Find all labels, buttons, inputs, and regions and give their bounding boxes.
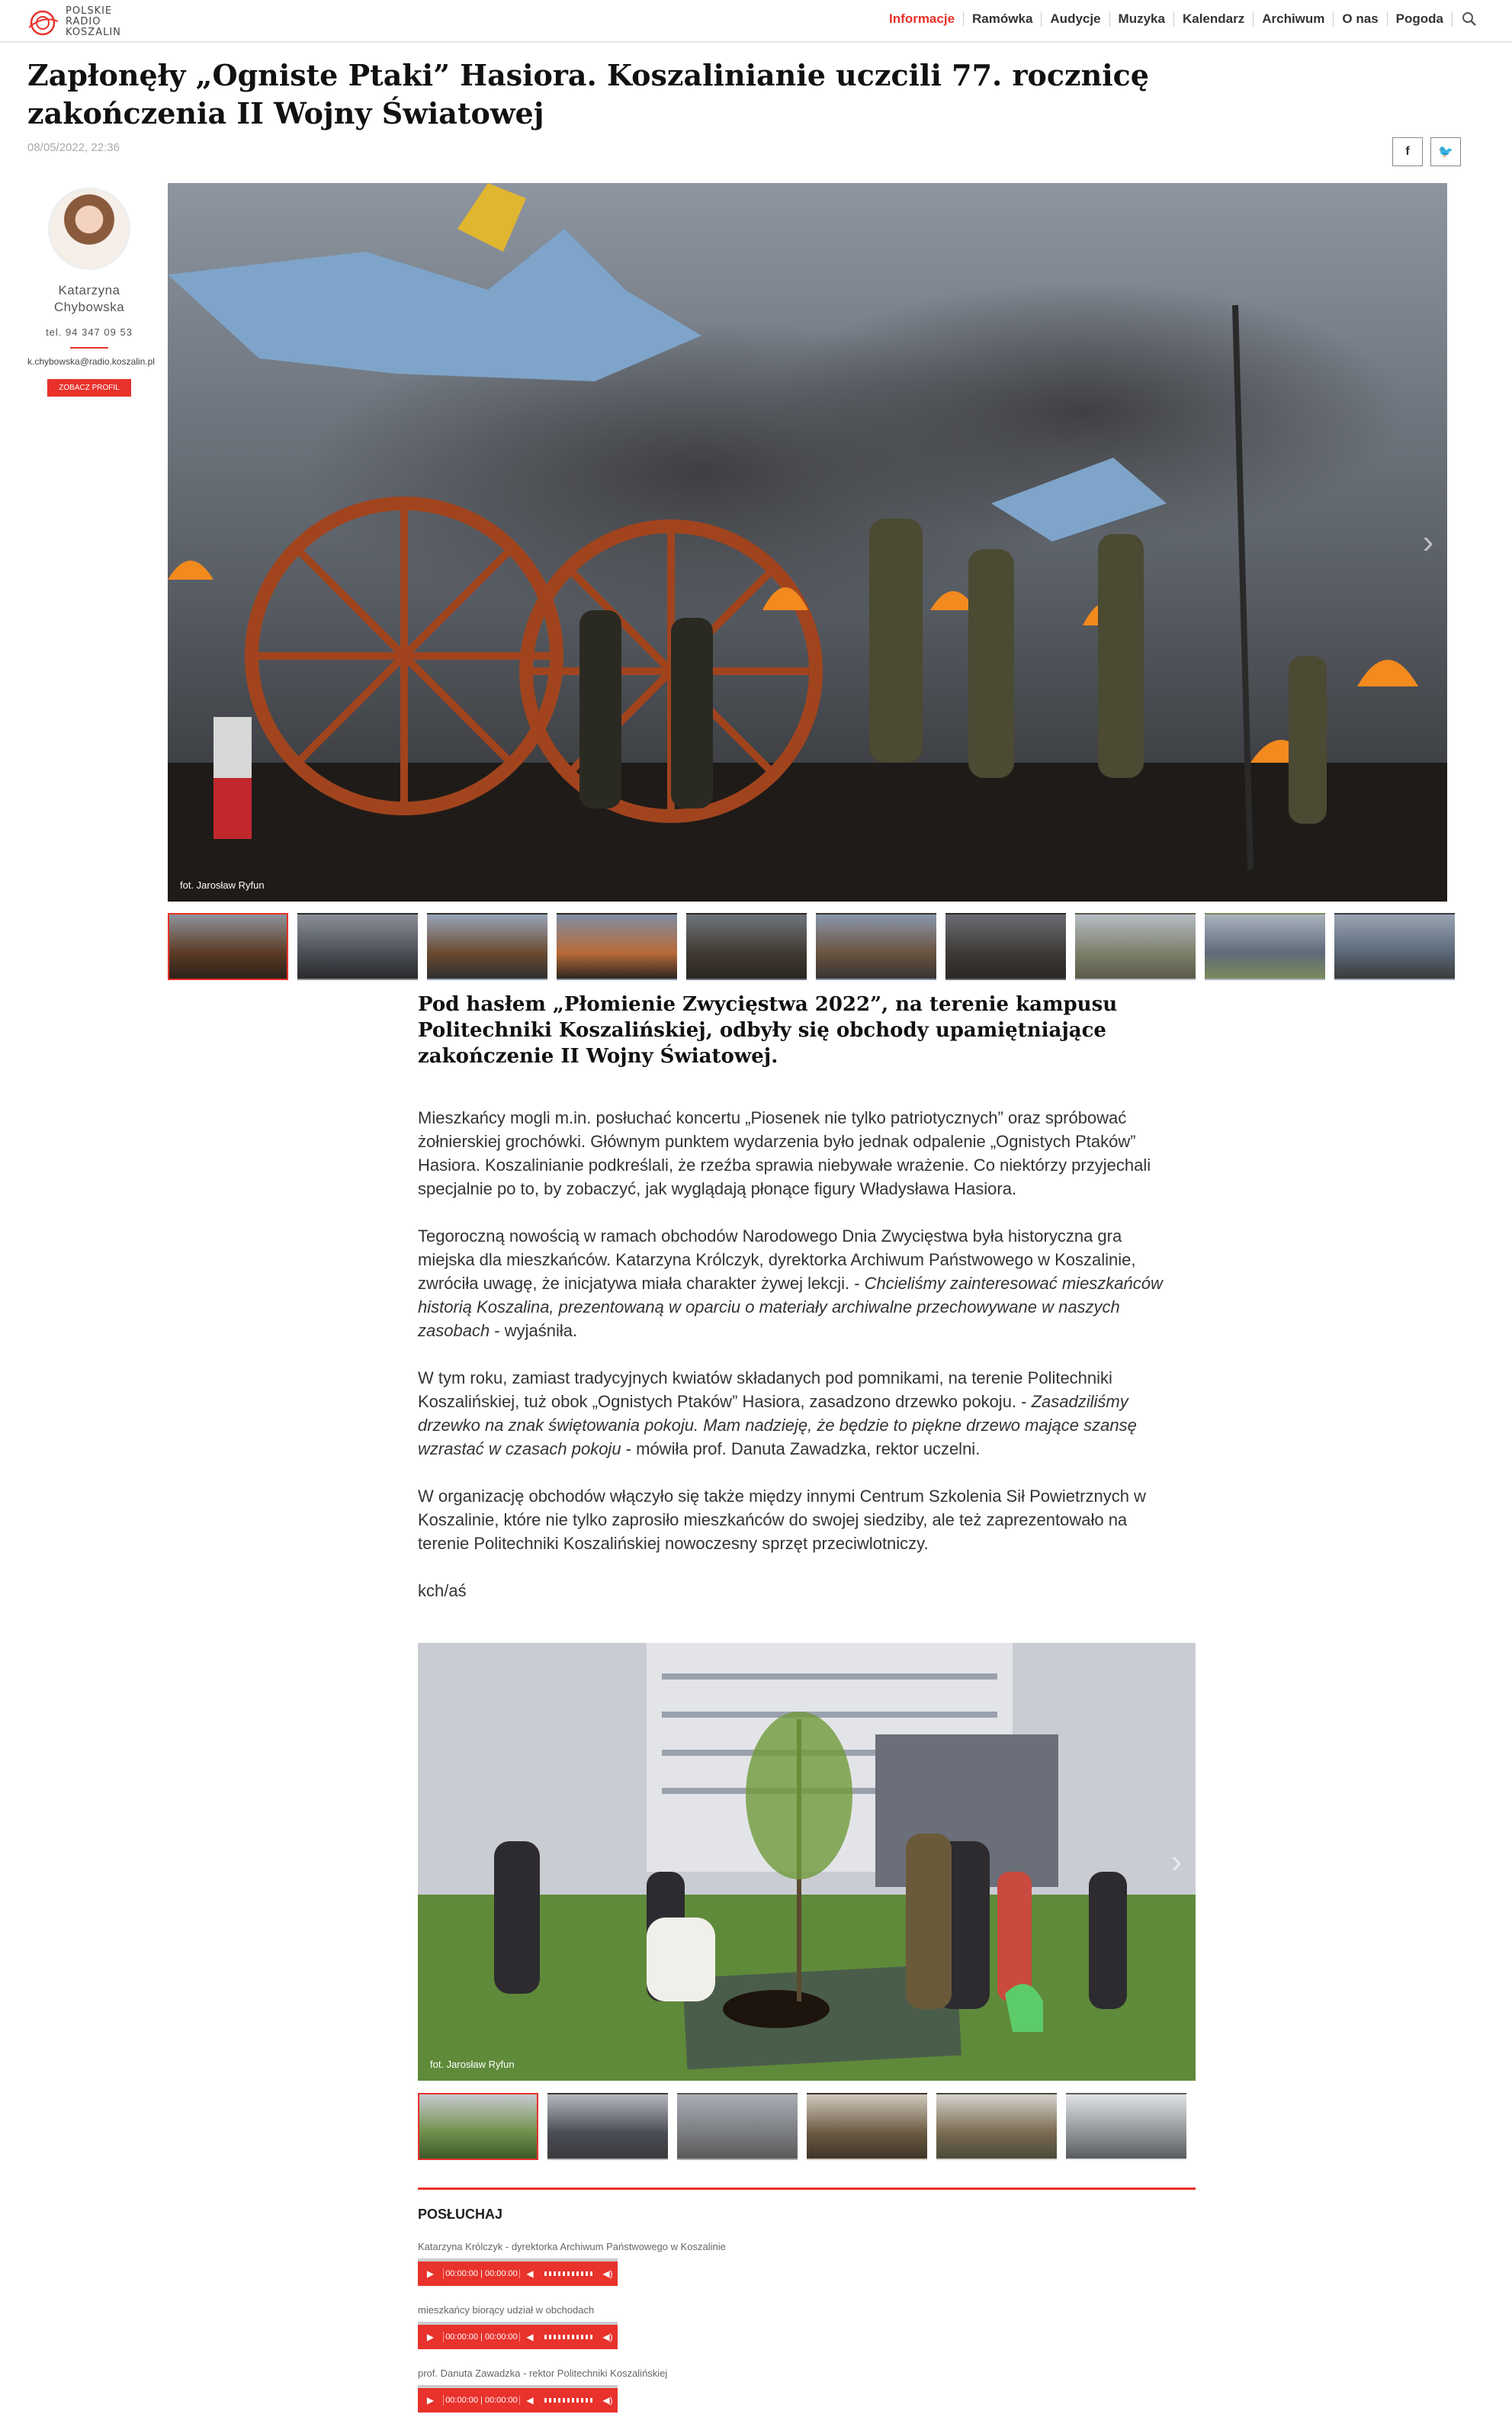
- avatar[interactable]: [48, 188, 130, 270]
- audio-time: 00:00:00 | 00:00:00: [444, 2332, 520, 2342]
- gallery-thumbnail[interactable]: [1334, 913, 1455, 980]
- article-body: [418, 1106, 1180, 1626]
- nav-item-audycje[interactable]: Audycje: [1042, 11, 1109, 27]
- share-facebook-button[interactable]: [1392, 137, 1423, 166]
- audio-track: [418, 2368, 1196, 2413]
- play-icon[interactable]: ▶: [418, 2395, 444, 2406]
- paragraph-text: W organizację obchodów włączyło się także między innymi Centrum Szkolenia Sił Powietrznych w Koszalinie, które nie tylko zaprosiło mieszkańców do swojej siedziby, ale też zaprezentowało na terenie Politechniki Koszalińskiej nowoczesny sprzęt przeciwlotniczy.: [418, 1487, 1146, 1553]
- nav-item-archiwum[interactable]: Archiwum: [1254, 11, 1334, 27]
- paragraph-text: W tym roku, zamiast tradycyjnych kwiatów składanych pod pomnikami, na terenie Politechniki Koszalińskiej, tuż obok „Ognistych Ptaków” Hasiora, zasadzono drzewko pokoju. -: [418, 1368, 1112, 1411]
- paragraph: [418, 1366, 1180, 1461]
- paragraph: [418, 1106, 1180, 1201]
- audio-player: [418, 2385, 618, 2413]
- volume-max-icon[interactable]: ◀): [602, 2332, 613, 2342]
- gallery-main-photo[interactable]: [418, 1643, 1196, 2081]
- gallery-thumbnails: [418, 2093, 1196, 2160]
- logo-text: [66, 6, 121, 38]
- photo-credit: fot. Jarosław Ryfun: [180, 879, 265, 891]
- divider: [70, 347, 108, 349]
- article-lead: Pod hasłem „Płomienie Zwycięstwa 2022”, na terenie kampusu Politechniki Koszalińskiej, odbyły się obchody upamiętniające zakończenie II Wojny Światowej.: [418, 993, 1118, 1068]
- gallery-thumbnail[interactable]: [1205, 913, 1325, 980]
- author-email[interactable]: k.chybowska@radio.koszalin.pl: [27, 356, 155, 367]
- logo-line: RADIO: [66, 16, 101, 27]
- gallery-thumbnail[interactable]: [677, 2093, 798, 2160]
- audio-track-label: Katarzyna Królczyk - dyrektorka Archiwum Państwowego w Koszalinie: [418, 2241, 726, 2252]
- article-date: 08/05/2022, 22:36: [27, 141, 120, 154]
- twitter-icon: 🐦: [1438, 146, 1453, 159]
- audio-track: [418, 2241, 1196, 2286]
- volume-icon[interactable]: ◀: [526, 2395, 534, 2406]
- paragraph-text: kch/aś: [418, 1581, 467, 1600]
- listen-section: [418, 2188, 1196, 2413]
- gallery-thumbnails: [168, 913, 1464, 980]
- play-icon[interactable]: ▶: [418, 2268, 444, 2279]
- photo-credit: fot. Jarosław Ryfun: [430, 2059, 515, 2070]
- volume-slider[interactable]: [544, 2398, 593, 2403]
- nav-item-o-nas[interactable]: O nas: [1334, 11, 1387, 27]
- quote: Zasadziliśmy drzewko na znak świętowania pokoju. Mam nadzieję, że będzie to piękne drzewo mające szansę wzrastać w czasach pokoju: [418, 1392, 1137, 1458]
- paragraph: [418, 1224, 1180, 1342]
- signature: [418, 1579, 1180, 1602]
- search-icon: [1462, 11, 1477, 27]
- gallery-thumbnail[interactable]: [427, 913, 547, 980]
- volume-icon[interactable]: ◀: [526, 2268, 534, 2279]
- audio-track: [418, 2304, 1196, 2349]
- paragraph-text: - mówiła prof. Danuta Zawadzka, rektor uczelni.: [621, 1439, 981, 1458]
- main-nav: [881, 11, 1477, 27]
- nav-item-muzyka[interactable]: Muzyka: [1110, 11, 1174, 27]
- author-phone: tel. 94 347 09 53: [46, 326, 133, 338]
- nav-item-informacje[interactable]: Informacje: [881, 11, 964, 27]
- audio-track-label: mieszkańcy biorący udział w obchodach: [418, 2304, 595, 2316]
- gallery-thumbnail[interactable]: [945, 913, 1066, 980]
- nav-item-ramowka[interactable]: Ramówka: [964, 11, 1042, 27]
- site-logo[interactable]: [27, 5, 142, 40]
- volume-max-icon[interactable]: ◀): [602, 2395, 613, 2406]
- logo-line: POLSKIE: [66, 5, 113, 17]
- author-box: [27, 188, 155, 397]
- gallery-thumbnail[interactable]: [936, 2093, 1057, 2160]
- gallery-thumbnail[interactable]: [686, 913, 807, 980]
- top-bar: [0, 0, 1512, 43]
- view-profile-button[interactable]: ZOBACZ PROFIL: [47, 379, 130, 397]
- paragraph-text: - wyjaśniła.: [490, 1321, 578, 1340]
- volume-slider[interactable]: [544, 2271, 593, 2276]
- volume-slider[interactable]: [544, 2335, 593, 2339]
- paragraph-text: Tegoroczną nowością w ramach obchodów Narodowego Dnia Zwycięstwa była historyczna gra miejska dla mieszkańców. Katarzyna Królczyk, dyrektorka Archiwum Państwowego w Koszalinie, zwróciła uwagę, że inicjatywa miała charakter żywej lekcji. -: [418, 1226, 1136, 1293]
- radio-logo-icon: [27, 8, 59, 38]
- chevron-right-icon[interactable]: ›: [1170, 1843, 1183, 1880]
- logo-line: KOSZALIN: [66, 27, 121, 38]
- quote: Chcieliśmy zainteresować mieszkańców historią Koszalina, prezentowaną w oparciu o materiały archiwalne przechowywane w naszych zasobach: [418, 1274, 1163, 1340]
- audio-time: 00:00:00 | 00:00:00: [444, 2396, 520, 2405]
- audio-player: [418, 2322, 618, 2349]
- chevron-right-icon[interactable]: ›: [1422, 523, 1434, 561]
- gallery-thumbnail[interactable]: [418, 2093, 538, 2160]
- gallery-thumbnail[interactable]: [557, 913, 677, 980]
- paragraph: [418, 1484, 1180, 1555]
- volume-max-icon[interactable]: ◀): [602, 2268, 613, 2279]
- gallery-thumbnail[interactable]: [168, 913, 288, 980]
- gallery-thumbnail[interactable]: [1066, 2093, 1186, 2160]
- tree-planting-photo: [418, 1643, 1196, 2081]
- gallery-thumbnail[interactable]: [297, 913, 418, 980]
- audio-track-label: prof. Danuta Zawadzka - rektor Politechniki Koszalińskiej: [418, 2368, 668, 2379]
- play-icon[interactable]: ▶: [418, 2332, 444, 2342]
- facebook-icon: f: [1405, 145, 1410, 158]
- gallery-thumbnail[interactable]: [547, 2093, 668, 2160]
- listen-title: POSŁUCHAJ: [418, 2207, 503, 2222]
- audio-player: [418, 2258, 618, 2286]
- volume-icon[interactable]: ◀: [526, 2332, 534, 2342]
- paragraph-text: Mieszkańcy mogli m.in. posłuchać koncertu „Piosenek nie tylko patriotycznych” oraz spróbować żołnierskiej grochówki. Głównym punktem wydarzenia było jednak odpalenie „Ognistych Ptaków” Hasiora. Koszalinianie podkreślali, że rzeźba sprawia niebywałe wrażenie. Co niektórzy przyjechali specjalnie po to, by zobaczyć, jak wyglądają płonące figury Władysława Hasiora.: [418, 1108, 1151, 1198]
- nav-item-pogoda[interactable]: Pogoda: [1388, 11, 1453, 27]
- audio-time: 00:00:00 | 00:00:00: [444, 2269, 520, 2278]
- search-button[interactable]: [1453, 11, 1477, 27]
- share-twitter-button[interactable]: [1430, 137, 1461, 166]
- article-title: Zapłonęły „Ogniste Ptaki” Hasiora. Koszalinianie uczcili 77. rocznicę zakończenia II Wojny Światowej: [27, 58, 1149, 130]
- gallery-thumbnail[interactable]: [1075, 913, 1196, 980]
- author-name[interactable]: Katarzyna Chybowska: [53, 283, 125, 314]
- nav-item-kalendarz[interactable]: Kalendarz: [1174, 11, 1254, 27]
- gallery-thumbnail[interactable]: [816, 913, 936, 980]
- gallery-main-photo[interactable]: [168, 183, 1447, 902]
- fiery-birds-sculpture-photo: [168, 183, 1447, 902]
- gallery-thumbnail[interactable]: [807, 2093, 927, 2160]
